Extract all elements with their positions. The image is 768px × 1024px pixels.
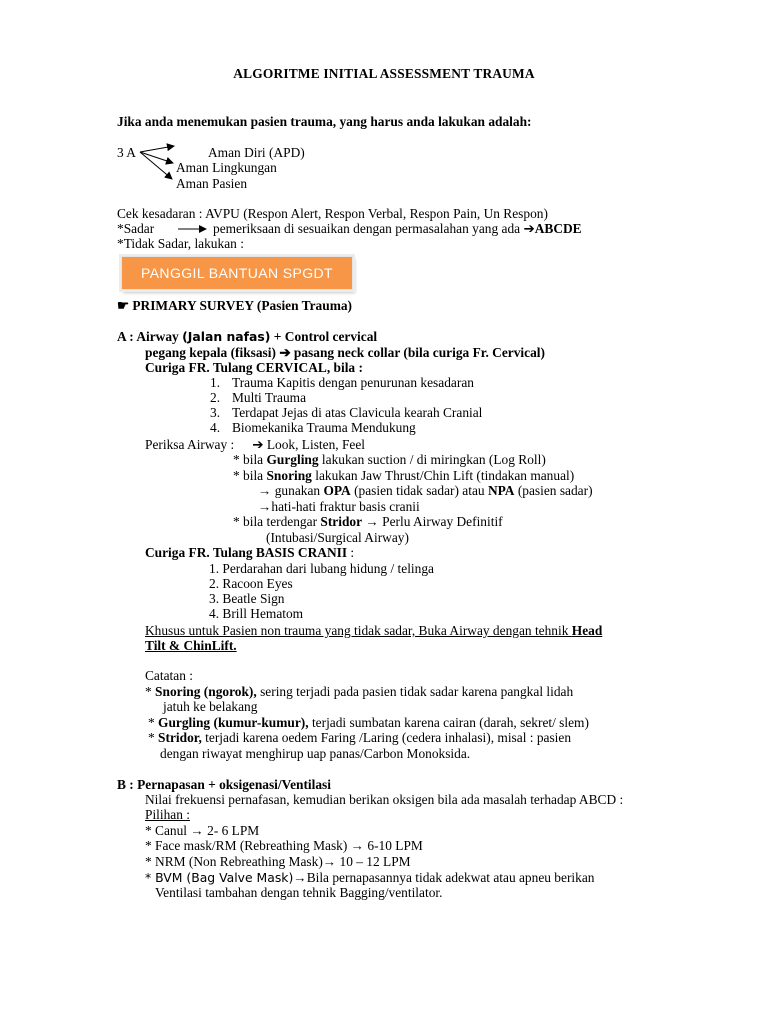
catatan-snoring-cont: jatuh ke belakang bbox=[163, 699, 258, 714]
basis-item: 2. Racoon Eyes bbox=[209, 576, 293, 591]
intro-text: Jika anda menemukan pasien trauma, yang harus anda lakukan adalah: bbox=[117, 114, 532, 129]
catatan-label: Catatan : bbox=[145, 668, 193, 683]
snoring-line: * bila Snoring lakukan Jaw Thrust/Chin Lift (tindakan manual) bbox=[233, 468, 575, 483]
cervical-item: Biomekanika Trauma Mendukung bbox=[232, 420, 416, 435]
airway-line1: pegang kepala (fiksasi) ➔ pasang neck collar (bila curiga Fr. Cervical) bbox=[145, 345, 545, 360]
cek-kesadaran: Cek kesadaran : AVPU (Respon Alert, Respon Verbal, Respon Pain, Un Respon) bbox=[117, 206, 548, 221]
arrow-icon: → bbox=[190, 823, 204, 838]
breathing-heading: B : Pernapasan + oksigenasi/Ventilasi bbox=[117, 777, 331, 792]
opa-line: → gunakan OPA (pasien tidak sadar) atau NPA (pasien sadar) bbox=[258, 483, 593, 498]
three-a-item: Aman Lingkungan bbox=[176, 160, 277, 175]
arrow-icon: → bbox=[293, 870, 307, 885]
primary-survey-heading: ☛ PRIMARY SURVEY (Pasien Trauma) bbox=[117, 298, 352, 313]
panggil-bantuan-button[interactable]: PANGGIL BANTUAN SPGDT bbox=[121, 256, 353, 290]
cervical-num: 1. bbox=[210, 375, 221, 390]
arrow-icon: → bbox=[350, 838, 365, 853]
page-title: ALGORITME INITIAL ASSESSMENT TRAUMA bbox=[233, 66, 535, 81]
catatan-stridor-cont: dengan riwayat menghirup uap panas/Carbon Monoksida. bbox=[160, 746, 471, 761]
periksa-airway: Periksa Airway : ➔ Look, Listen, Feel bbox=[145, 437, 366, 452]
option-face-mask: * Face mask/RM (Rebreathing Mask) → 6-10 LPM bbox=[145, 838, 423, 853]
option-bvm-cont: Ventilasi tambahan dengan tehnik Bagging/ventilator. bbox=[155, 885, 443, 900]
cervical-num: 3. bbox=[210, 405, 221, 420]
airway-heading: A : Airway (Jalan nafas) + Control cervical bbox=[117, 329, 378, 344]
cervical-num: 2. bbox=[210, 390, 221, 405]
arrow-icon: → bbox=[258, 499, 272, 514]
option-bvm: * BVM (Bag Valve Mask)→Bila pernapasannya tidak adekwat atau apneu berikan bbox=[145, 870, 595, 885]
hati-line: →hati-hati fraktur basis cranii bbox=[258, 499, 420, 514]
basis-heading: Curiga FR. Tulang BASIS CRANII : bbox=[145, 545, 355, 560]
three-a-item: Aman Diri (APD) bbox=[208, 145, 305, 160]
arrow-icon: → bbox=[365, 514, 379, 529]
arrow-icon: → bbox=[322, 854, 337, 869]
three-a-label: 3 A bbox=[117, 145, 136, 160]
catatan-snoring: * Snoring (ngorok), sering terjadi pada pasien tidak sadar karena pangkal lidah bbox=[145, 684, 574, 699]
pilihan-label: Pilihan : bbox=[145, 807, 191, 822]
cervical-item: Terdapat Jejas di atas Clavicula kearah Cranial bbox=[232, 405, 483, 420]
arrow-icon: → bbox=[258, 483, 272, 498]
sadar-label: *Sadar bbox=[117, 221, 155, 236]
arrow-bold-icon: ➔ bbox=[523, 221, 535, 236]
three-a-item: Aman Pasien bbox=[176, 176, 248, 191]
basis-item: 4. Brill Hematom bbox=[209, 606, 304, 621]
gurgling-line: * bila Gurgling lakukan suction / di miringkan (Log Roll) bbox=[233, 452, 546, 467]
khusus-note-cont: Tilt & ChinLift. bbox=[145, 638, 237, 653]
tidak-sadar: *Tidak Sadar, lakukan : bbox=[117, 236, 244, 251]
option-nrm: * NRM (Non Rebreathing Mask)→ 10 – 12 LPM bbox=[145, 854, 411, 869]
catatan-gurgling: * Gurgling (kumur-kumur), terjadi sumbatan karena cairan (darah, sekret/ slem) bbox=[148, 715, 589, 730]
option-canul: * Canul → 2- 6 LPM bbox=[145, 823, 260, 838]
intubasi-line: (Intubasi/Surgical Airway) bbox=[266, 530, 409, 545]
basis-item: 1. Perdarahan dari lubang hidung / telinga bbox=[209, 561, 434, 576]
breathing-desc: Nilai frekuensi pernafasan, kemudian berikan oksigen bila ada masalah terhadap ABCD : bbox=[145, 792, 624, 807]
stridor-line: * bila terdengar Stridor → Perlu Airway Definitif bbox=[233, 514, 503, 529]
arrow-bold-icon: ➔ bbox=[279, 345, 291, 360]
arrow-bold-icon: ➔ bbox=[252, 437, 264, 452]
hand-pointing-icon: ☛ bbox=[117, 298, 130, 313]
basis-item: 3. Beatle Sign bbox=[209, 591, 285, 606]
catatan-stridor: * Stridor, terjadi karena oedem Faring /Laring (cedera inhalasi), misal : pasien bbox=[148, 730, 572, 745]
sadar-text: pemeriksaan di sesuaikan dengan permasalahan yang ada ➔ABCDE bbox=[213, 221, 582, 236]
cervical-item: Multi Trauma bbox=[232, 390, 307, 405]
khusus-note: Khusus untuk Pasien non trauma yang tidak sadar, Buka Airway dengan tehnik Head bbox=[145, 623, 603, 638]
cervical-num: 4. bbox=[210, 420, 221, 435]
cervical-item: Trauma Kapitis dengan penurunan kesadaran bbox=[232, 375, 474, 390]
cervical-heading: Curiga FR. Tulang CERVICAL, bila : bbox=[145, 360, 363, 375]
